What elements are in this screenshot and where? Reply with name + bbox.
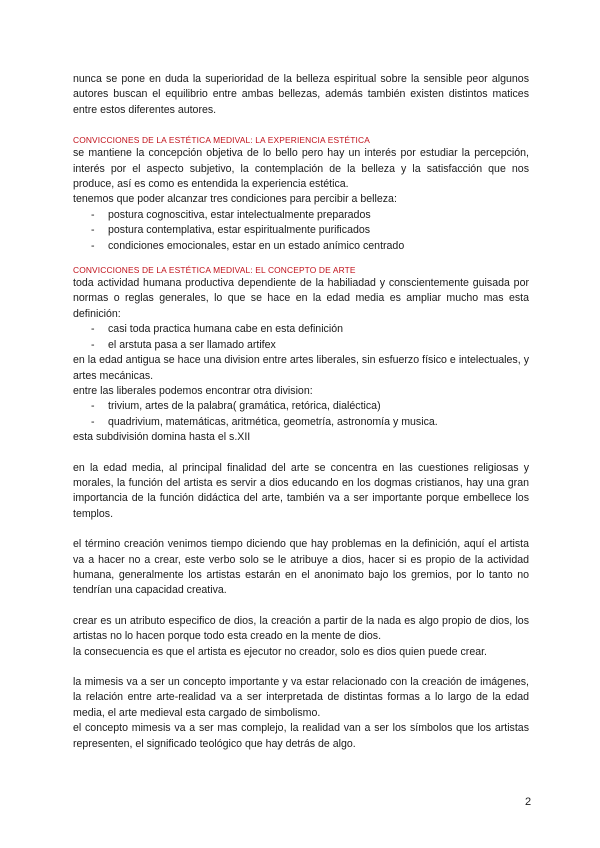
dash-bullet: - xyxy=(91,323,95,336)
list-item-text: postura contemplativa, estar espiritualmente purificados xyxy=(108,224,371,237)
paragraph-crear: crear es un atributo especifico de dios, la creación a partir de la nada es algo propio de dios, los artistas no lo hacen porque todo esta creado en la mente de dios. xyxy=(73,614,529,643)
section-heading-experiencia: CONVICCIONES DE LA ESTÉTICA MEDIVAL: LA EXPERIENCIA ESTÉTICA xyxy=(73,135,370,146)
conditions-list xyxy=(73,208,529,254)
list-item xyxy=(73,338,529,353)
page-number: 2 xyxy=(525,796,532,808)
dash-bullet: - xyxy=(91,224,95,237)
paragraph-creacion: el término creación venimos tiempo diciendo que hay problemas en la definición, aquí el artista va a hacer no a crear, este verbo solo se le atribuye a dios, hacer si es propio de la actividad humana, generalmente los artistas estarán en el anonimato bajo los gremios, por lo tanto no tendrían una capacidad creativa. xyxy=(73,538,529,597)
list-item xyxy=(73,399,529,414)
paragraph-actividad: toda actividad humana productiva dependiente de la habiliadad y conscientemente guisada por normas o reglas generales, lo que se hace en la edad media es ampliar mucho mas esta definición: xyxy=(73,277,529,320)
paragraph-consecuencia: la consecuencia es que el artista es ejecutor no creador, solo es dios quien puede crear. xyxy=(73,645,488,658)
list-item xyxy=(73,415,529,430)
paragraph-liberales: entre las liberales podemos encontrar otra division: xyxy=(73,384,313,397)
list-item-text: postura cognoscitiva, estar intelectualmente preparados xyxy=(108,208,371,221)
paragraph-finalidad: en la edad media, al principal finalidad del arte se concentra en las cuestiones religiosas y morales, la función del artista es servir a dios educando en los dogmas cristianos, hay una gran importancia de la función didáctica del arte, también va a ser importante porque embellece los templos. xyxy=(73,461,529,520)
liberal-arts-list xyxy=(73,399,529,430)
paragraph-intro: nunca se pone en duda la superioridad de la belleza espiritual sobre la sensible peor algunos autores buscan el equilibrio entre ambas bellezas, además también existen distintos matices entre estos diferentes autores. xyxy=(73,73,529,116)
list-item xyxy=(73,208,529,223)
list-item-text: condiciones emocionales, estar en un estado anímico centrado xyxy=(108,239,405,252)
list-item xyxy=(73,322,529,337)
list-item-text: casi toda practica humana cabe en esta definición xyxy=(108,323,343,336)
document-page xyxy=(73,72,529,752)
paragraph-edad-antigua: en la edad antigua se hace una division entre artes liberales, sin esfuerzo físico e intelectuales, y artes mecánicas. xyxy=(73,354,529,382)
dash-bullet: - xyxy=(91,338,95,351)
paragraph-subdivision: esta subdivisión domina hasta el s.XII xyxy=(73,431,251,444)
list-item-text: el arstuta pasa a ser llamado artifex xyxy=(108,338,276,351)
paragraph-condiciones: tenemos que poder alcanzar tres condiciones para percibir a belleza: xyxy=(73,193,397,206)
paragraph-mimesis: la mimesis va a ser un concepto importante y va estar relacionado con la creación de imágenes, la relación entre arte-realidad va a ser interpretada de distintas formas a lo largo de la edad media, el arte medieval esta cargado de simbolismo. xyxy=(73,676,529,719)
paragraph-mimesis-concepto: el concepto mimesis va a ser mas complejo, la realidad van a ser los símbolos que los artistas representen, el significado teológico que hay detrás de algo. xyxy=(73,722,529,750)
list-item-text: quadrivium, matemáticas, aritmética, geometría, astronomía y musica. xyxy=(108,415,438,428)
dash-bullet: - xyxy=(91,208,95,221)
dash-bullet: - xyxy=(91,239,95,252)
section-heading-arte: CONVICCIONES DE LA ESTÉTICA MEDIVAL: EL CONCEPTO DE ARTE xyxy=(73,265,356,276)
dash-bullet: - xyxy=(91,415,95,428)
paragraph-experiencia: se mantiene la concepción objetiva de lo bello pero hay un interés por estudiar la percepción, interés por el aspecto subjetivo, la contemplación de la belleza y la satisfacción que nos produce, así es como es entendida la experiencia estética. xyxy=(73,147,529,191)
list-item-text: trivium, artes de la palabra( gramática, retórica, dialéctica) xyxy=(108,400,381,413)
definition-list xyxy=(73,322,529,353)
list-item xyxy=(73,223,529,238)
list-item xyxy=(73,239,529,254)
dash-bullet: - xyxy=(91,400,95,413)
